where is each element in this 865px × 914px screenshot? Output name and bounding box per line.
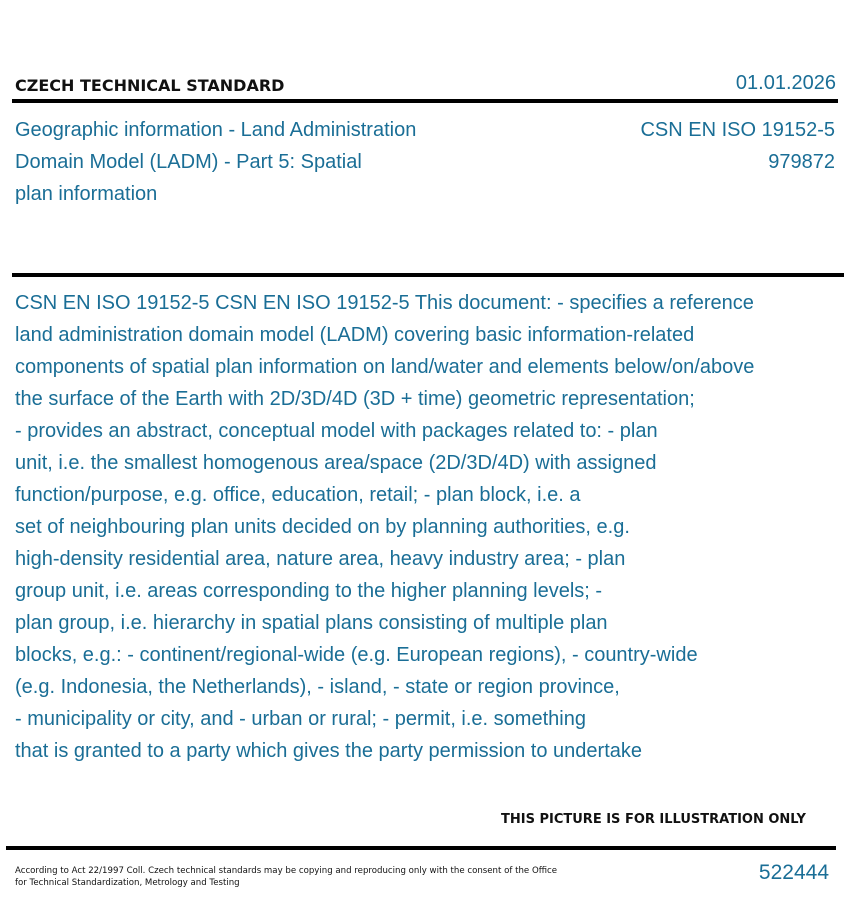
title-line: plan information xyxy=(15,183,158,205)
description-line: unit, i.e. the smallest homogenous area/space (2D/3D/4D) with assigned xyxy=(15,452,657,474)
description-line: high-density residential area, nature area, heavy industry area; - plan xyxy=(15,548,626,570)
standard-code: CSN EN ISO 19152-5 xyxy=(640,119,835,141)
description xyxy=(15,287,845,767)
document-title xyxy=(15,114,485,210)
description-line: CSN EN ISO 19152-5 CSN EN ISO 19152-5 This document: - specifies a reference xyxy=(15,292,754,314)
copyright-line: According to Act 22/1997 Coll. Czech technical standards may be copying and reproducing only with the consent of the Office xyxy=(15,866,558,876)
description-line: land administration domain model (LADM) covering basic information-related xyxy=(15,324,695,346)
footer-rule xyxy=(6,846,836,850)
top-rule xyxy=(12,99,838,103)
description-line: function/purpose, e.g. office, education, retail; - plan block, i.e. a xyxy=(15,484,581,506)
illustration-note: THIS PICTURE IS FOR ILLUSTRATION ONLY xyxy=(501,812,806,827)
document-codes xyxy=(640,114,835,178)
description-line: that is granted to a party which gives the party permission to undertake xyxy=(15,740,643,762)
title-line: Domain Model (LADM) - Part 5: Spatial xyxy=(15,151,362,173)
description-line: - provides an abstract, conceptual model with packages related to: - plan xyxy=(15,420,658,442)
description-line: - municipality or city, and - urban or rural; - permit, i.e. something xyxy=(15,708,586,730)
catalog-number: 979872 xyxy=(768,151,835,173)
description-line: group unit, i.e. areas corresponding to the higher planning levels; - xyxy=(15,580,603,602)
middle-rule xyxy=(12,273,844,277)
description-line: (e.g. Indonesia, the Netherlands), - island, - state or region province, xyxy=(15,676,620,698)
issue-date: 01.01.2026 xyxy=(735,72,836,94)
description-line: blocks, e.g.: - continent/regional-wide (e.g. European regions), - country-wide xyxy=(15,644,698,666)
description-line: set of neighbouring plan units decided on by planning authorities, e.g. xyxy=(15,516,630,538)
footer-number: 522444 xyxy=(758,861,829,884)
copyright-note xyxy=(15,865,595,889)
description-line: components of spatial plan information on land/water and elements below/on/above xyxy=(15,356,755,378)
standard-label: CZECH TECHNICAL STANDARD xyxy=(15,76,285,95)
copyright-line: for Technical Standardization, Metrology and Testing xyxy=(15,878,240,888)
title-line: Geographic information - Land Administration xyxy=(15,119,417,141)
description-line: plan group, i.e. hierarchy in spatial plans consisting of multiple plan xyxy=(15,612,608,634)
description-line: the surface of the Earth with 2D/3D/4D (3D + time) geometric representation; xyxy=(15,388,695,410)
